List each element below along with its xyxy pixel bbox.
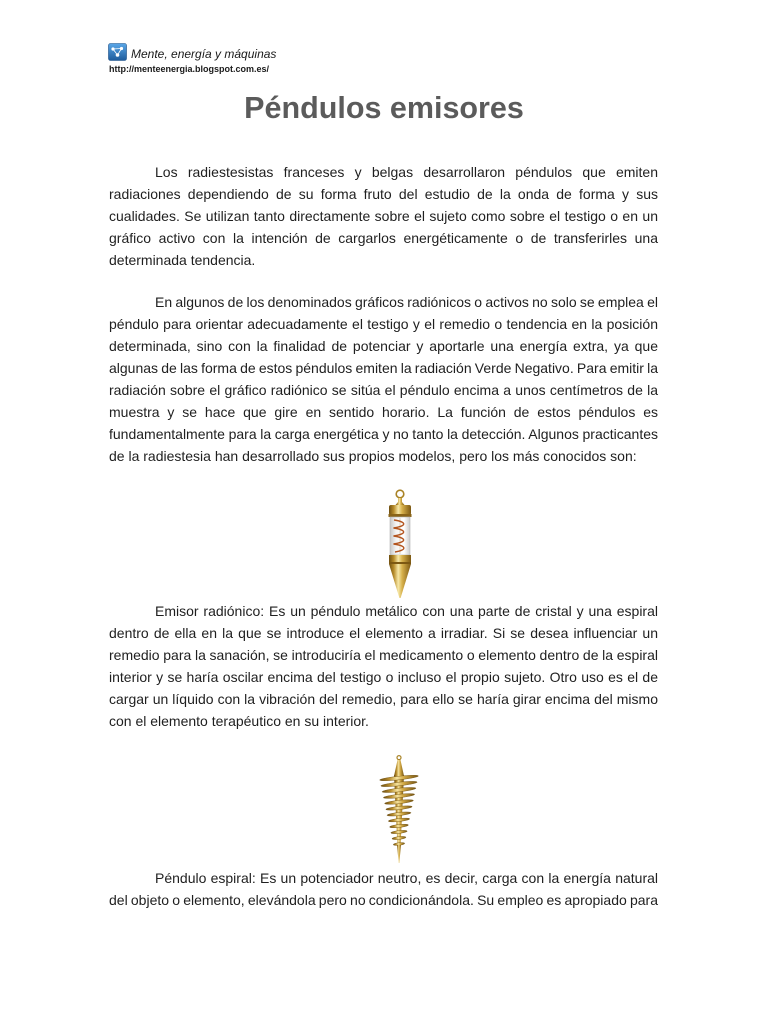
paragraph-line: determinada tendencia. xyxy=(109,252,256,268)
pendulum-cap-rim xyxy=(389,514,412,517)
paragraph-line: algunas de las forma de estos péndulos emiten la radiación Verde Negativo. Para emitir la xyxy=(109,360,658,376)
paragraph-line: fundamentalmente para la carga energética y no tanto la detección. Algunos practicantes xyxy=(109,426,659,442)
pendulum-collar-band xyxy=(389,562,411,564)
paragraph-line: de la radiestesia han desarrollado sus propios modelos, pero los más conocidos son: xyxy=(109,448,637,464)
pendulum-top-cap xyxy=(394,760,404,776)
pendulum-collar xyxy=(389,555,411,563)
paragraph-line: radiaciones dependiendo de su forma fruto del estudio de la onda de forma y sus xyxy=(109,186,658,202)
pendulum-bail xyxy=(396,498,405,505)
paragraph-intro xyxy=(109,161,658,271)
paragraph-line: Los radiestesistas franceses y belgas desarrollaron péndulos que emiten xyxy=(155,164,658,180)
glass-spiral-pendulum-image xyxy=(382,488,418,600)
paragraph-line: gráfico activo con la intención de cargarlos energéticamente o de transferirles una xyxy=(109,230,658,246)
paragraph-line: péndulo para orientar adecuadamente el testigo y el remedio o tendencia en la posición xyxy=(109,316,658,332)
blog-name: Mente, energía y máquinas xyxy=(131,47,277,61)
conical-tip xyxy=(397,845,401,863)
blog-url-link[interactable]: http://menteenergia.blogspot.com.es/ xyxy=(109,64,270,74)
paragraph-line: muestra y se hace que gire en sentido horario. La función de estos péndulos es xyxy=(109,404,658,420)
disc-spiral-pendulum-image xyxy=(377,755,421,865)
paragraph-line: del objeto o elemento, elevándola pero no condicionándola. Su empleo es apropiado para xyxy=(109,892,658,908)
paragraph-line: determinada, sino con la finalidad de potenciar y aportarle una energía extra, ya que xyxy=(109,338,658,354)
paragraph-line: remedio para la sanación, se introduciría el medicamento o elemento dentro de la espiral xyxy=(109,647,658,663)
paragraph-line: En algunos de los denominados gráficos radiónicos o activos no solo se emplea el xyxy=(155,294,658,310)
pendulum-cap xyxy=(389,505,411,515)
page-title: Péndulos emisores xyxy=(244,91,524,125)
paragraph-pendulo-espiral xyxy=(109,867,658,911)
paragraph-graficos-radionicos xyxy=(109,291,658,467)
blog-logo-icon xyxy=(108,43,127,61)
conical-tip xyxy=(389,564,411,598)
paragraph-line: dentro de ella en la que se introduce el elemento a irradiar. Si se desea influenciar un xyxy=(109,625,658,641)
paragraph-line: con el elemento terapéutico en su interior. xyxy=(109,713,369,729)
spiral-disc xyxy=(392,836,406,840)
paragraph-line: interior y se haría oscilar encima del testigo o incluso el propio sujeto. Otro uso es el de xyxy=(109,669,658,685)
paragraph-line: Emisor radiónico: Es un péndulo metálico con una parte de cristal y una espiral xyxy=(155,603,658,619)
paragraph-line: cargar un líquido con la vibración del remedio, para ello se haría girar encima del mismo xyxy=(109,691,658,707)
paragraph-line: radiación sobre el gráfico radiónico se sitúa el péndulo encima a unos centímetros de la xyxy=(109,382,658,398)
paragraph-line: cualidades. Se utilizan tanto directamente sobre el sujeto como sobre el testigo o en un xyxy=(109,208,658,224)
pendulum-ring xyxy=(397,756,401,760)
pendulum-ring xyxy=(396,490,404,498)
paragraph-line: Péndulo espiral: Es un potenciador neutro, es decir, carga con la energía natural xyxy=(155,870,658,886)
spiral-disc xyxy=(391,830,408,835)
paragraph-emisor-radionico xyxy=(109,600,658,732)
